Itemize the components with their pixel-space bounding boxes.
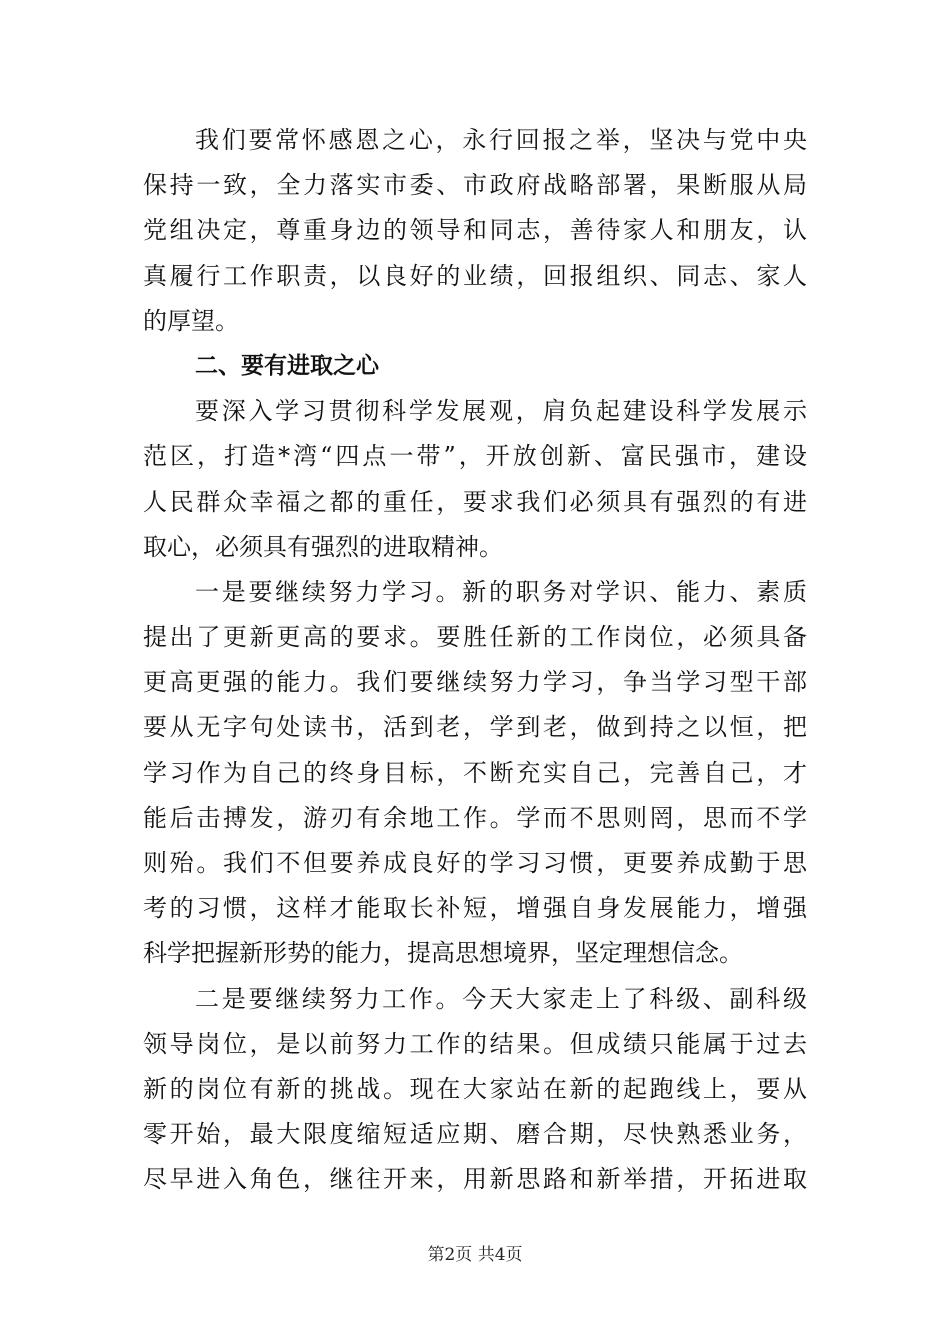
text-line: 的厚望。 xyxy=(143,306,239,335)
text-line: 则殆。我们不但要养成良好的学习习惯，更要养成勤于思 xyxy=(143,849,807,877)
body-text xyxy=(143,118,807,1203)
text-line: 新的岗位有新的挑战。现在大家站在新的起跑线上，要从 xyxy=(143,1074,807,1103)
text-line: 党组决定，尊重身边的领导和同志，善待家人和朋友，认 xyxy=(143,216,807,245)
text-line: 考的习惯，这样才能取长补短，增强自身发展能力，增强 xyxy=(143,894,807,923)
page-footer: 第2页 共4页 xyxy=(427,1245,523,1265)
text-line: 尽早进入角色，继往开来，用新思路和新举措，开拓进取 xyxy=(143,1165,807,1194)
text-line: 二是要继续努力工作。今天大家走上了科级、副科级 xyxy=(195,984,807,1013)
text-line: 取心，必须具有强烈的进取精神。 xyxy=(143,532,503,561)
text-line: 更高更强的能力。我们要继续努力学习，争当学习型干部 xyxy=(143,668,807,697)
text-line: 能后击搏发，游刃有余地工作。学而不思则罔，思而不学 xyxy=(143,803,807,832)
text-line: 范区，打造*湾“四点一带”，开放创新、富民强市，建设 xyxy=(143,442,807,471)
text-line: 人民群众幸福之都的重任，要求我们必须具有强烈的有进 xyxy=(143,487,807,516)
text-line: 科学把握新形势的能力，提高思想境界，坚定理想信念。 xyxy=(143,939,743,968)
text-line: 一是要继续努力学习。新的职务对学识、能力、素质 xyxy=(195,577,807,606)
text-line: 零开始，最大限度缩短适应期、磨合期，尽快熟悉业务， xyxy=(143,1120,807,1149)
text-line: 要深入学习贯彻科学发展观，肩负起建设科学发展示 xyxy=(195,397,807,426)
text-line: 领导岗位，是以前努力工作的结果。但成绩只能属于过去 xyxy=(143,1029,807,1058)
text-line: 要从无字句处读书，活到老，学到老，做到持之以恒，把 xyxy=(143,713,807,742)
text-line: 提出了更新更高的要求。要胜任新的工作岗位，必须具备 xyxy=(143,623,807,652)
text-line: 学习作为自己的终身目标，不断充实自己，完善自己，才 xyxy=(143,758,807,787)
text-line: 我们要常怀感恩之心，永行回报之举，坚决与党中央 xyxy=(195,126,807,154)
section-heading: 二、要有进取之心 xyxy=(195,352,379,379)
text-line: 真履行工作职责，以良好的业绩，回报组织、同志、家人 xyxy=(143,261,807,290)
text-line: 保持一致，全力落实市委、市政府战略部署，果断服从局 xyxy=(143,171,807,200)
